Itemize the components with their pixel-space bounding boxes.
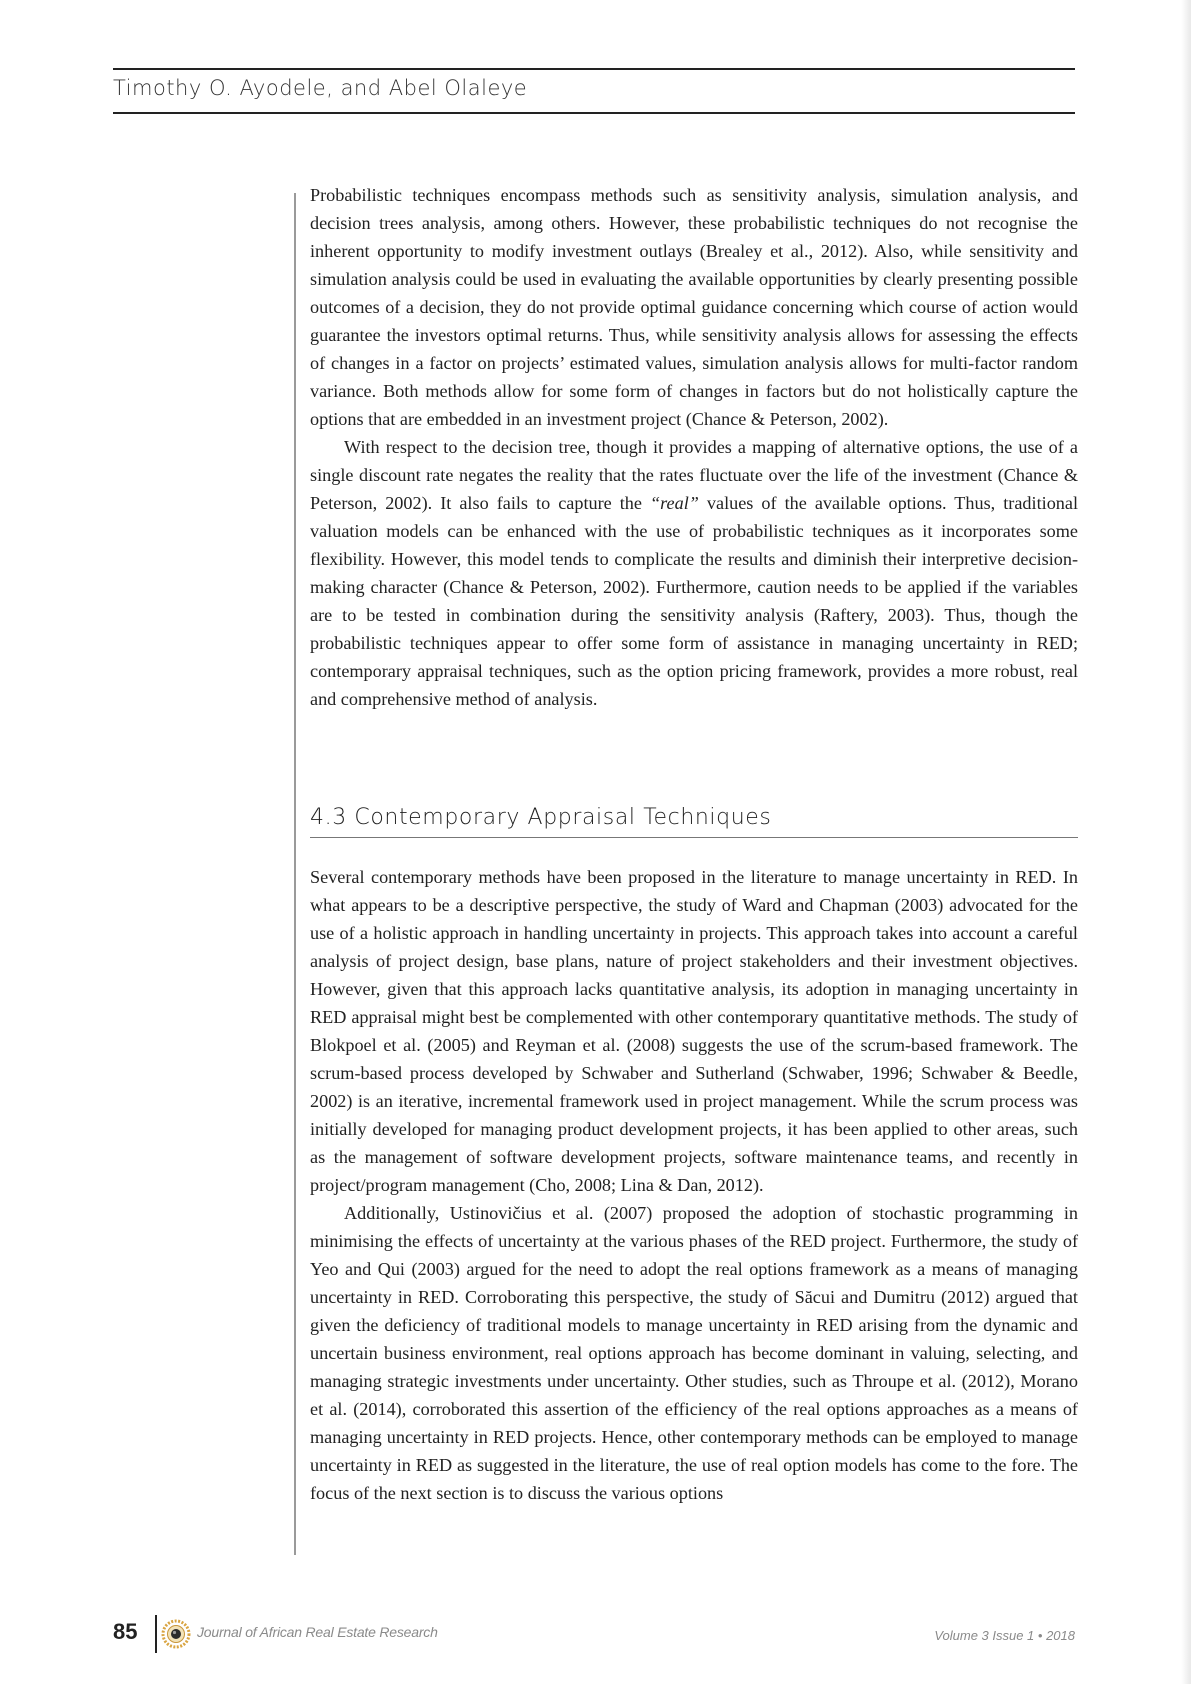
footer-divider — [155, 1615, 157, 1653]
page-number: 85 — [113, 1619, 138, 1644]
emphasis-real: “real” — [650, 493, 699, 513]
paragraph: Probabilistic techniques encompass methods such as sensitivity analysis, simulation analysis, and decision trees analysis, among others. However, these probabilistic techniques do not recognise the inherent opportunity to modify investment outlays (Brealey et al., 2012). Also, while sensitivity and simulation analysis could be used in evaluating the available opportunities by clearly presenting possible outcomes of a decision, they do not provide optimal guidance concerning which course of action would guarantee the investors optimal returns. Thus, while sensitivity analysis allows for assessing the effects of changes in a factor on projects’ estimated values, simulation analysis allows for multi-factor random variance. Both methods allow for some form of changes in factors but do not holistically capture the options that are embedded in an investment project (Chance & Peterson, 2002). — [310, 185, 1078, 429]
page-footer — [113, 1615, 1075, 1655]
paragraph: Several contemporary methods have been proposed in the literature to manage uncertainty in RED. In what appears to be a descriptive perspective, the study of Ward and Chapman (2003) advocated for the use of a holistic approach in handling uncertainty in projects. This approach takes into account a careful analysis of project design, base plans, nature of project stakeholders and their investment objectives. However, given that this approach lacks quantitative analysis, its adoption in managing uncertainty in RED appraisal might best be complemented with other contemporary quantitative methods. The study of Blokpoel et al. (2005) and Reyman et al. (2008) suggests the use of the scrum-based framework. The scrum-based process developed by Schwaber and Sutherland (Schwaber, 1996; Schwaber & Beedle, 2002) is an iterative, incremental framework used in project management. While the scrum process was initially developed for managing product development projects, it has been applied to other areas, such as the management of software development projects, software maintenance teams, and recently in project/program management (Cho, 2008; Lina & Dan, 2012). — [310, 867, 1078, 1195]
section-body-probabilistic — [310, 181, 1078, 713]
running-head: Timothy O. Ayodele, and Abel Olaleye — [113, 76, 528, 100]
paragraph-text: With respect to the decision tree, though it provides a mapping of alternative options, the use of a single discount rate negates the reality that the rates fluctuate over the life of the investment (Chance & Peterson, 2002). It also fails to capture the — [310, 437, 1078, 513]
header-top-rule — [113, 68, 1075, 70]
journal-name: Journal of African Real Estate Research — [197, 1624, 438, 1640]
header-bottom-rule — [113, 112, 1075, 114]
section-body-contemporary — [310, 863, 1078, 1507]
section-heading: 4.3 Contemporary Appraisal Techniques — [310, 805, 1078, 838]
paragraph: Additionally, Ustinovičius et al. (2007) proposed the adoption of stochastic programming in minimising the effects of uncertainty at the various phases of the RED project. Furthermore, the study of Yeo and Qui (2003) argued for the need to adopt the real options framework as a means of managing uncertainty in RED. Corroborating this perspective, the study of Săcui and Dumitru (2012) argued that given the deficiency of traditional models to manage uncertainty in RED arising from the dynamic and uncertain business environment, real options approach has become dominant in valuing, selecting, and managing strategic investments under uncertainty. Other studies, such as Throupe et al. (2012), Morano et al. (2014), corroborated this assertion of the efficiency of the real options approaches as a means of managing uncertainty in RED projects. Hence, other contemporary methods can be employed to manage uncertainty in RED as suggested in the literature, the use of real option models has come to the fore. The focus of the next section is to discuss the various options — [310, 1203, 1078, 1503]
page-edge-shadow — [1181, 0, 1191, 1684]
paragraph — [310, 433, 1078, 713]
volume-info: Volume 3 Issue 1 • 2018 — [934, 1628, 1075, 1643]
paragraph-text: values of the available options. Thus, traditional valuation models can be enhanced with the use of probabilistic techniques as it incorporates some flexibility. However, this model tends to complicate the results and diminish their interpretive decision-making character (Chance & Peterson, 2002). Furthermore, caution needs to be applied if the variables are to be tested in combination during the sensitivity analysis (Raftery, 2003). Thus, though the probabilistic techniques appear to offer some form of assistance in managing uncertainty in RED; contemporary appraisal techniques, such as the option pricing framework, provides a more robust, real and comprehensive method of analysis. — [310, 493, 1079, 709]
journal-emblem-icon — [161, 1619, 191, 1649]
